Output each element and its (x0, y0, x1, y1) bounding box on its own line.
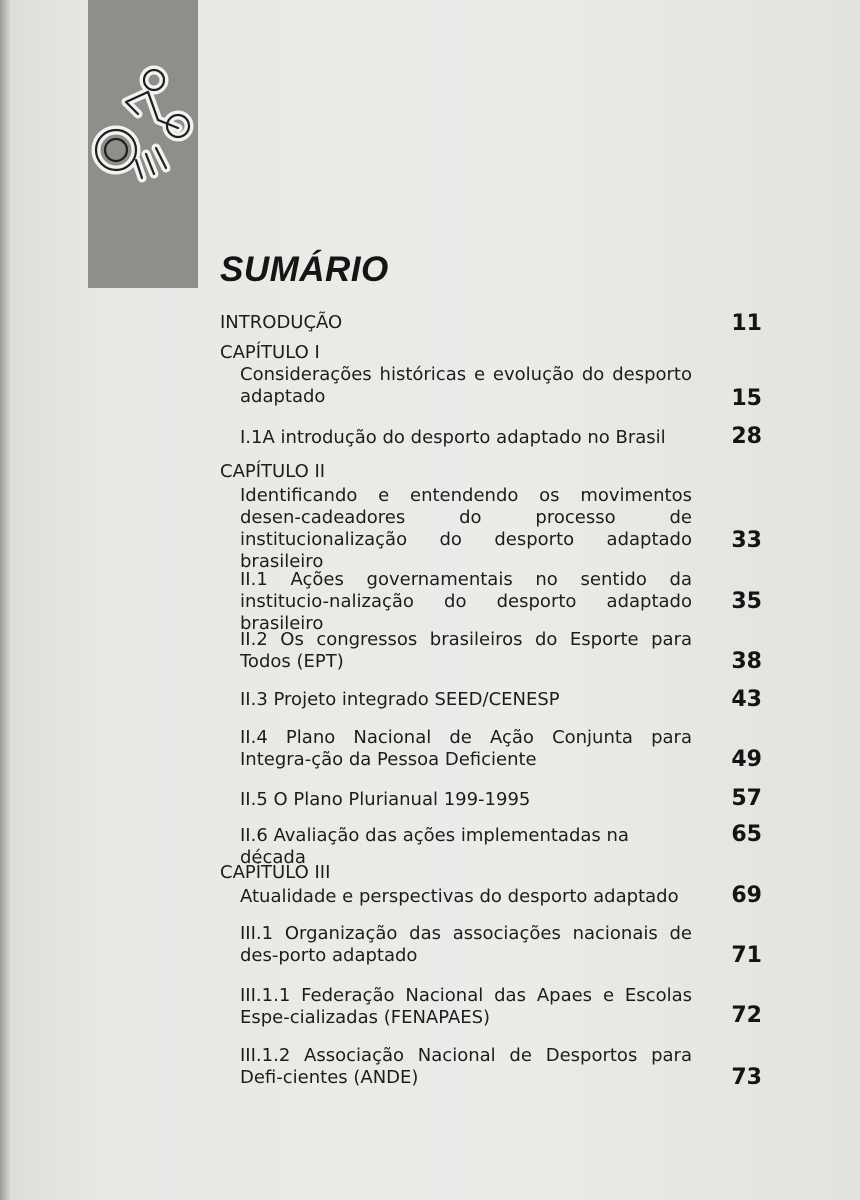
toc-entry-iii-1 (240, 923, 692, 967)
toc-entry-iii-1-2 (240, 1045, 692, 1089)
toc-entry-text: Identificando e entendendo os movimentos desen-cadeadores do processo de institucionalização do desporto adaptado brasileiro (240, 485, 692, 572)
toc-page-number: 71 (731, 943, 762, 968)
toc-entry-ii-4 (240, 727, 692, 771)
toc-entry-text: Atualidade e perspectivas do desporto adaptado (240, 886, 679, 907)
toc-entry-text: III.1.1 Federação Nacional das Apaes e Escolas Espe-cializadas (FENAPAES) (240, 985, 692, 1028)
toc-entry-text: III.1.2 Associação Nacional de Desportos para Defi-cientes (ANDE) (240, 1045, 692, 1088)
toc-entry-ii-2 (240, 629, 692, 673)
toc-entry-text: II.5 O Plano Plurianual 199-1995 (240, 789, 531, 810)
toc-entry-text: II.1 Ações governamentais no sentido da institucio-nalização do desporto adaptado brasileiro (240, 569, 692, 634)
toc-page-number: 49 (731, 747, 762, 772)
toc-entry-introducao (220, 312, 700, 334)
toc-entry-capitulo-2 (220, 461, 700, 483)
page-edge-shadow (0, 0, 10, 1200)
toc-entry-text: II.4 Plano Nacional de Ação Conjunta para Integra-ção da Pessoa Deficiente (240, 727, 692, 770)
toc-entry-ii-1 (240, 569, 692, 635)
toc-entry-ii-5 (240, 789, 692, 811)
toc-page-number: 73 (731, 1065, 762, 1090)
toc-entry-identificando (240, 485, 692, 573)
toc-page-number: 43 (731, 687, 762, 712)
toc-page-number: 35 (731, 589, 762, 614)
toc-entry-text: I.1A introdução do desporto adaptado no Brasil (240, 427, 666, 448)
toc-page-number: 69 (731, 883, 762, 908)
toc-page-number: 57 (731, 786, 762, 811)
toc-entry-text: INTRODUÇÃO (220, 312, 343, 333)
toc-entry-text: CAPÍTULO III (220, 862, 331, 883)
toc-entry-text: CAPÍTULO II (220, 461, 326, 482)
toc-entry-capitulo-3 (220, 862, 700, 884)
wheelchair-athlete-icon (86, 58, 206, 188)
toc-entry-ii-3 (240, 689, 692, 711)
toc-page-number: 11 (731, 311, 762, 336)
toc-page-number: 15 (731, 386, 762, 411)
toc-entry-capitulo-1 (220, 342, 700, 364)
toc-page-number: 38 (731, 649, 762, 674)
toc-entry-text: II.6 Avaliação das ações implementadas na década (240, 825, 629, 868)
toc-entry-text: II.2 Os congressos brasileiros do Esporte para Todos (EPT) (240, 629, 692, 672)
toc-page-number: 72 (731, 1003, 762, 1028)
toc-entry-text: III.1 Organização das associações nacionais de des-porto adaptado (240, 923, 692, 966)
toc-entry-text: II.3 Projeto integrado SEED/CENESP (240, 689, 560, 710)
toc-entry-i-1a (240, 427, 692, 449)
toc-entry-text: CAPÍTULO I (220, 342, 320, 363)
toc-page-number: 33 (731, 528, 762, 553)
toc-page-number: 28 (731, 424, 762, 449)
toc-entry-iii-1-1 (240, 985, 692, 1029)
toc-entry-text: Considerações históricas e evolução do desporto adaptado (240, 364, 692, 407)
toc-entry-atualidade (240, 886, 692, 908)
page-title: SUMÁRIO (220, 250, 389, 289)
toc-page-number: 65 (731, 822, 762, 847)
toc-entry-consideracoes (240, 364, 692, 408)
